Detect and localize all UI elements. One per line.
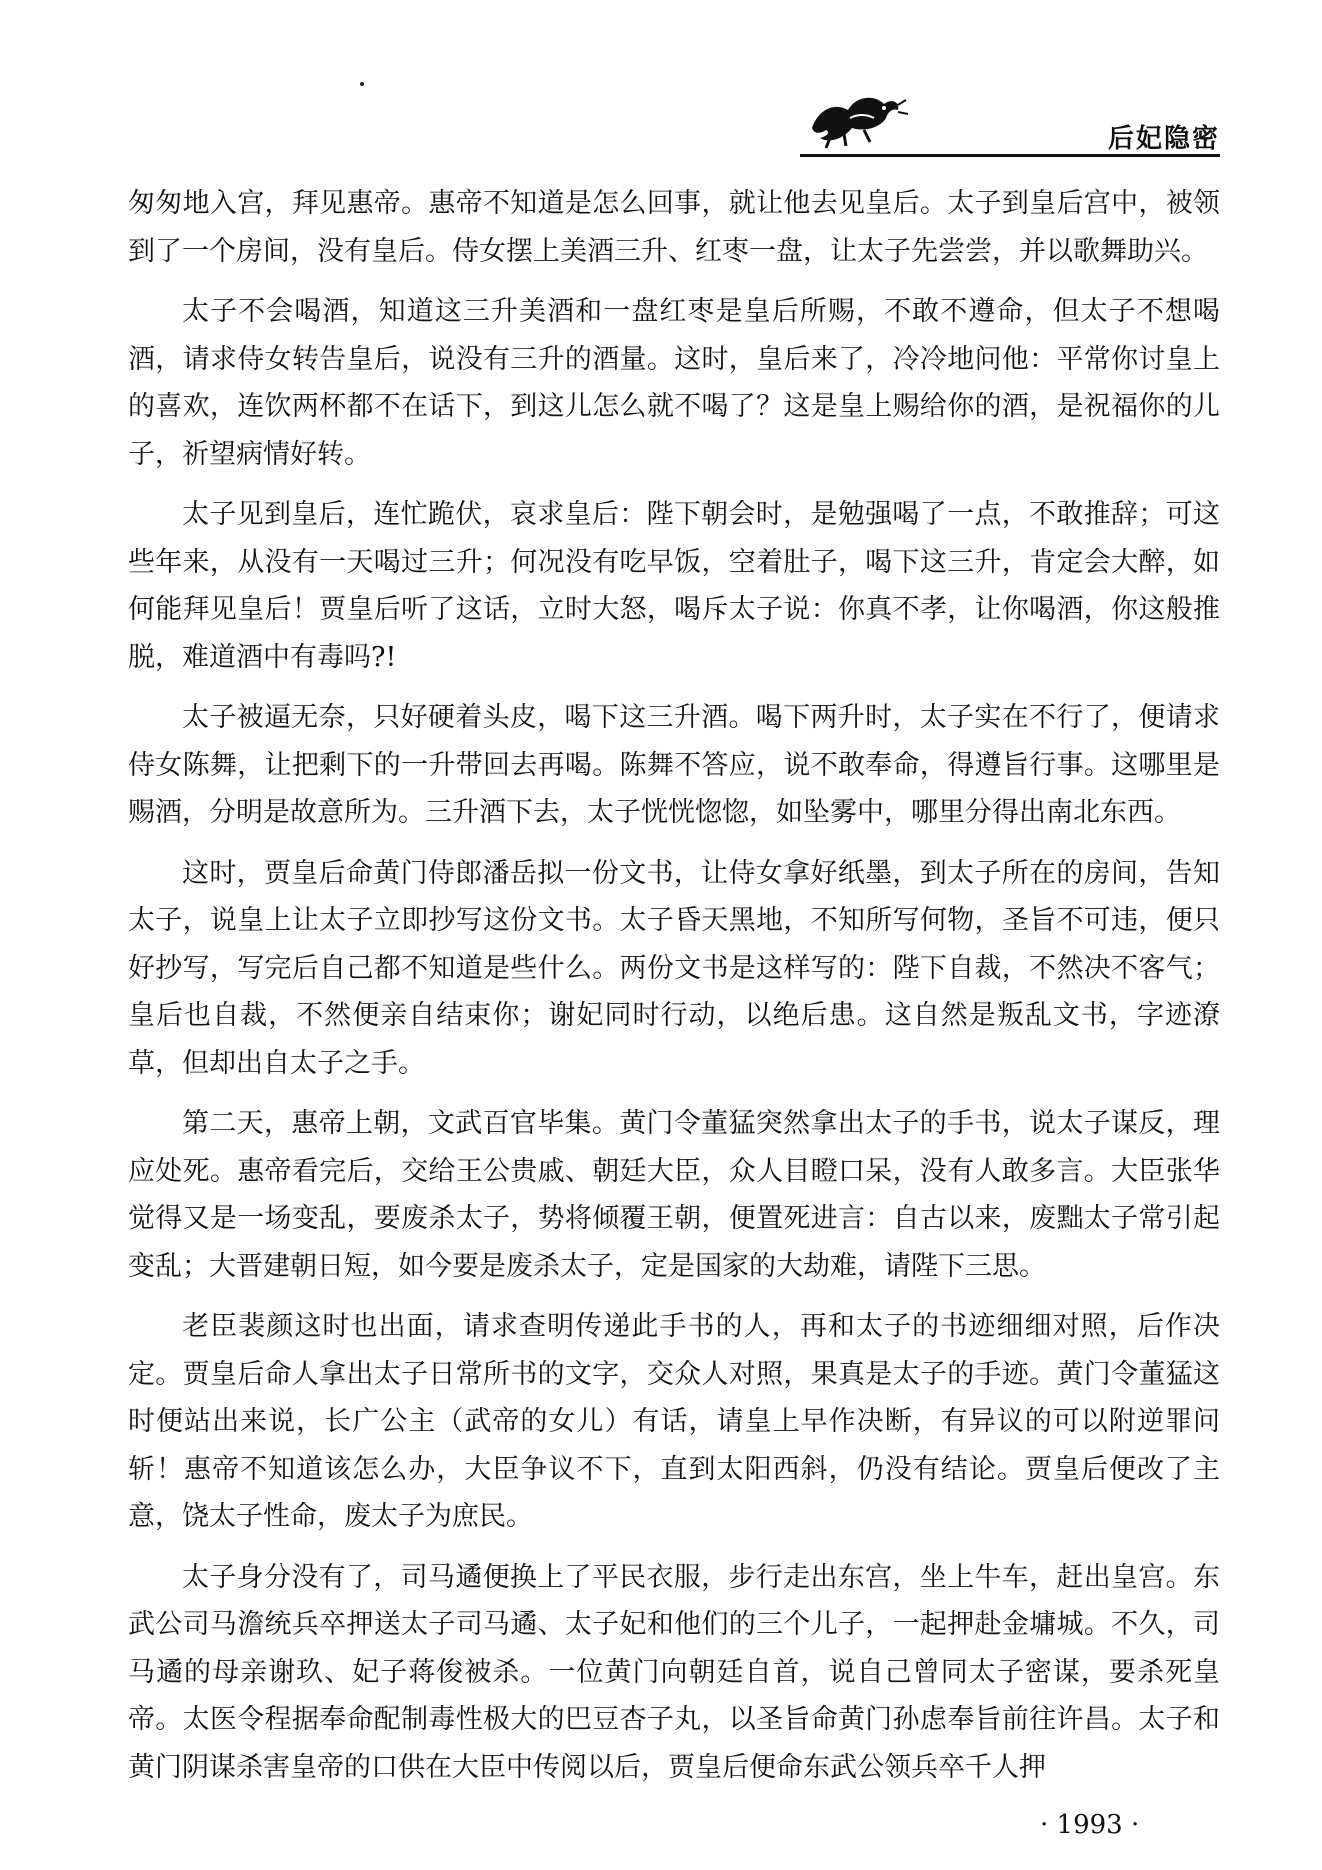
dragon-icon bbox=[800, 88, 910, 154]
running-title: 后妃隐密 bbox=[1107, 124, 1220, 154]
page-number: · 1993 · bbox=[1040, 1810, 1140, 1840]
paragraph: 太子被逼无奈，只好硬着头皮，喝下这三升酒。喝下两升时，太子实在不行了，便请求侍女陈舞，让把剩下的一升带回去再喝。陈舞不答应，说不敢奉命，得遵旨行事。这哪里是赐酒，分明是故意所为。三升酒下去，太子恍恍惚惚，如坠雾中，哪里分得出南北东西。 bbox=[128, 702, 1220, 828]
body-text bbox=[128, 180, 1220, 1804]
paragraph-continued: 匆匆地入宫，拜见惠帝。惠帝不知道是怎么回事，就让他去见皇后。太子到皇后宫中，被领到了一个房间，没有皇后。侍女摆上美酒三升、红枣一盘，让太子先尝尝，并以歌舞助兴。 bbox=[128, 188, 1220, 267]
paragraph: 这时，贾皇后命黄门侍郎潘岳拟一份文书，让侍女拿好纸墨，到太子所在的房间，告知太子，说皇上让太子立即抄写这份文书。太子昏天黑地，不知所写何物，圣旨不可违，便只好抄写，写完后自己都不知道是些什么。两份文书是这样写的：陛下自裁，不然决不客气；皇后也自裁，不然便亲自结束你；谢妃同时行动，以绝后患。这自然是叛乱文书，字迹潦草，但却出自太子之手。 bbox=[128, 857, 1220, 1079]
print-speck bbox=[360, 82, 364, 86]
header-rule bbox=[800, 154, 1220, 157]
running-header bbox=[800, 88, 1220, 158]
paragraph: 太子见到皇后，连忙跪伏，哀求皇后：陛下朝会时，是勉强喝了一点，不敢推辞；可这些年来，从没有一天喝过三升；何况没有吃早饭，空着肚子，喝下这三升，肯定会大醉，如何能拜见皇后！贾皇后听了这话，立时大怒，喝斥太子说：你真不孝，让你喝酒，你这般推脱，难道酒中有毒吗?! bbox=[128, 499, 1220, 673]
paragraph: 第二天，惠帝上朝，文武百官毕集。黄门令董猛突然拿出太子的手书，说太子谋反，理应处死。惠帝看完后，交给王公贵戚、朝廷大臣，众人目瞪口呆，没有人敢多言。大臣张华觉得又是一场变乱，要废杀太子，势将倾覆王朝，便置死进言：自古以来，废黜太子常引起变乱；大晋建朝日短，如今要是废杀太子，定是国家的大劫难，请陛下三思。 bbox=[128, 1108, 1220, 1282]
paragraph: 太子不会喝酒，知道这三升美酒和一盘红枣是皇后所赐，不敢不遵命，但太子不想喝酒，请求侍女转告皇后，说没有三升的酒量。这时，皇后来了，冷冷地问他：平常你讨皇上的喜欢，连饮两杯都不在话下，到这儿怎么就不喝了？这是皇上赐给你的酒，是祝福你的儿子，祈望病情好转。 bbox=[128, 296, 1220, 470]
paragraph: 太子身分没有了，司马遹便换上了平民衣服，步行走出东宫，坐上牛车，赶出皇宫。东武公司马澹统兵卒押送太子司马遹、太子妃和他们的三个儿子，一起押赴金墉城。不久，司马遹的母亲谢玖、妃子蒋俊被杀。一位黄门向朝廷自首，说自己曾同太子密谋，要杀死皇帝。太医令程据奉命配制毒性极大的巴豆杏子丸，以圣旨命黄门孙虑奉旨前往许昌。太子和黄门阴谋杀害皇帝的口供在大臣中传阅以后，贾皇后便命东武公领兵卒千人押 bbox=[128, 1561, 1220, 1783]
paragraph: 老臣裴颜这时也出面，请求查明传递此手书的人，再和太子的书迹细细对照，后作决定。贾皇后命人拿出太子日常所书的文字，交众人对照，果真是太子的手迹。黄门令董猛这时便站出来说，长广公主（武帝的女儿）有话，请皇上早作决断，有异议的可以附逆罪问斩！惠帝不知道该怎么办，大臣争议不下，直到太阳西斜，仍没有结论。贾皇后便改了主意，饶太子性命，废太子为庶民。 bbox=[128, 1311, 1220, 1532]
